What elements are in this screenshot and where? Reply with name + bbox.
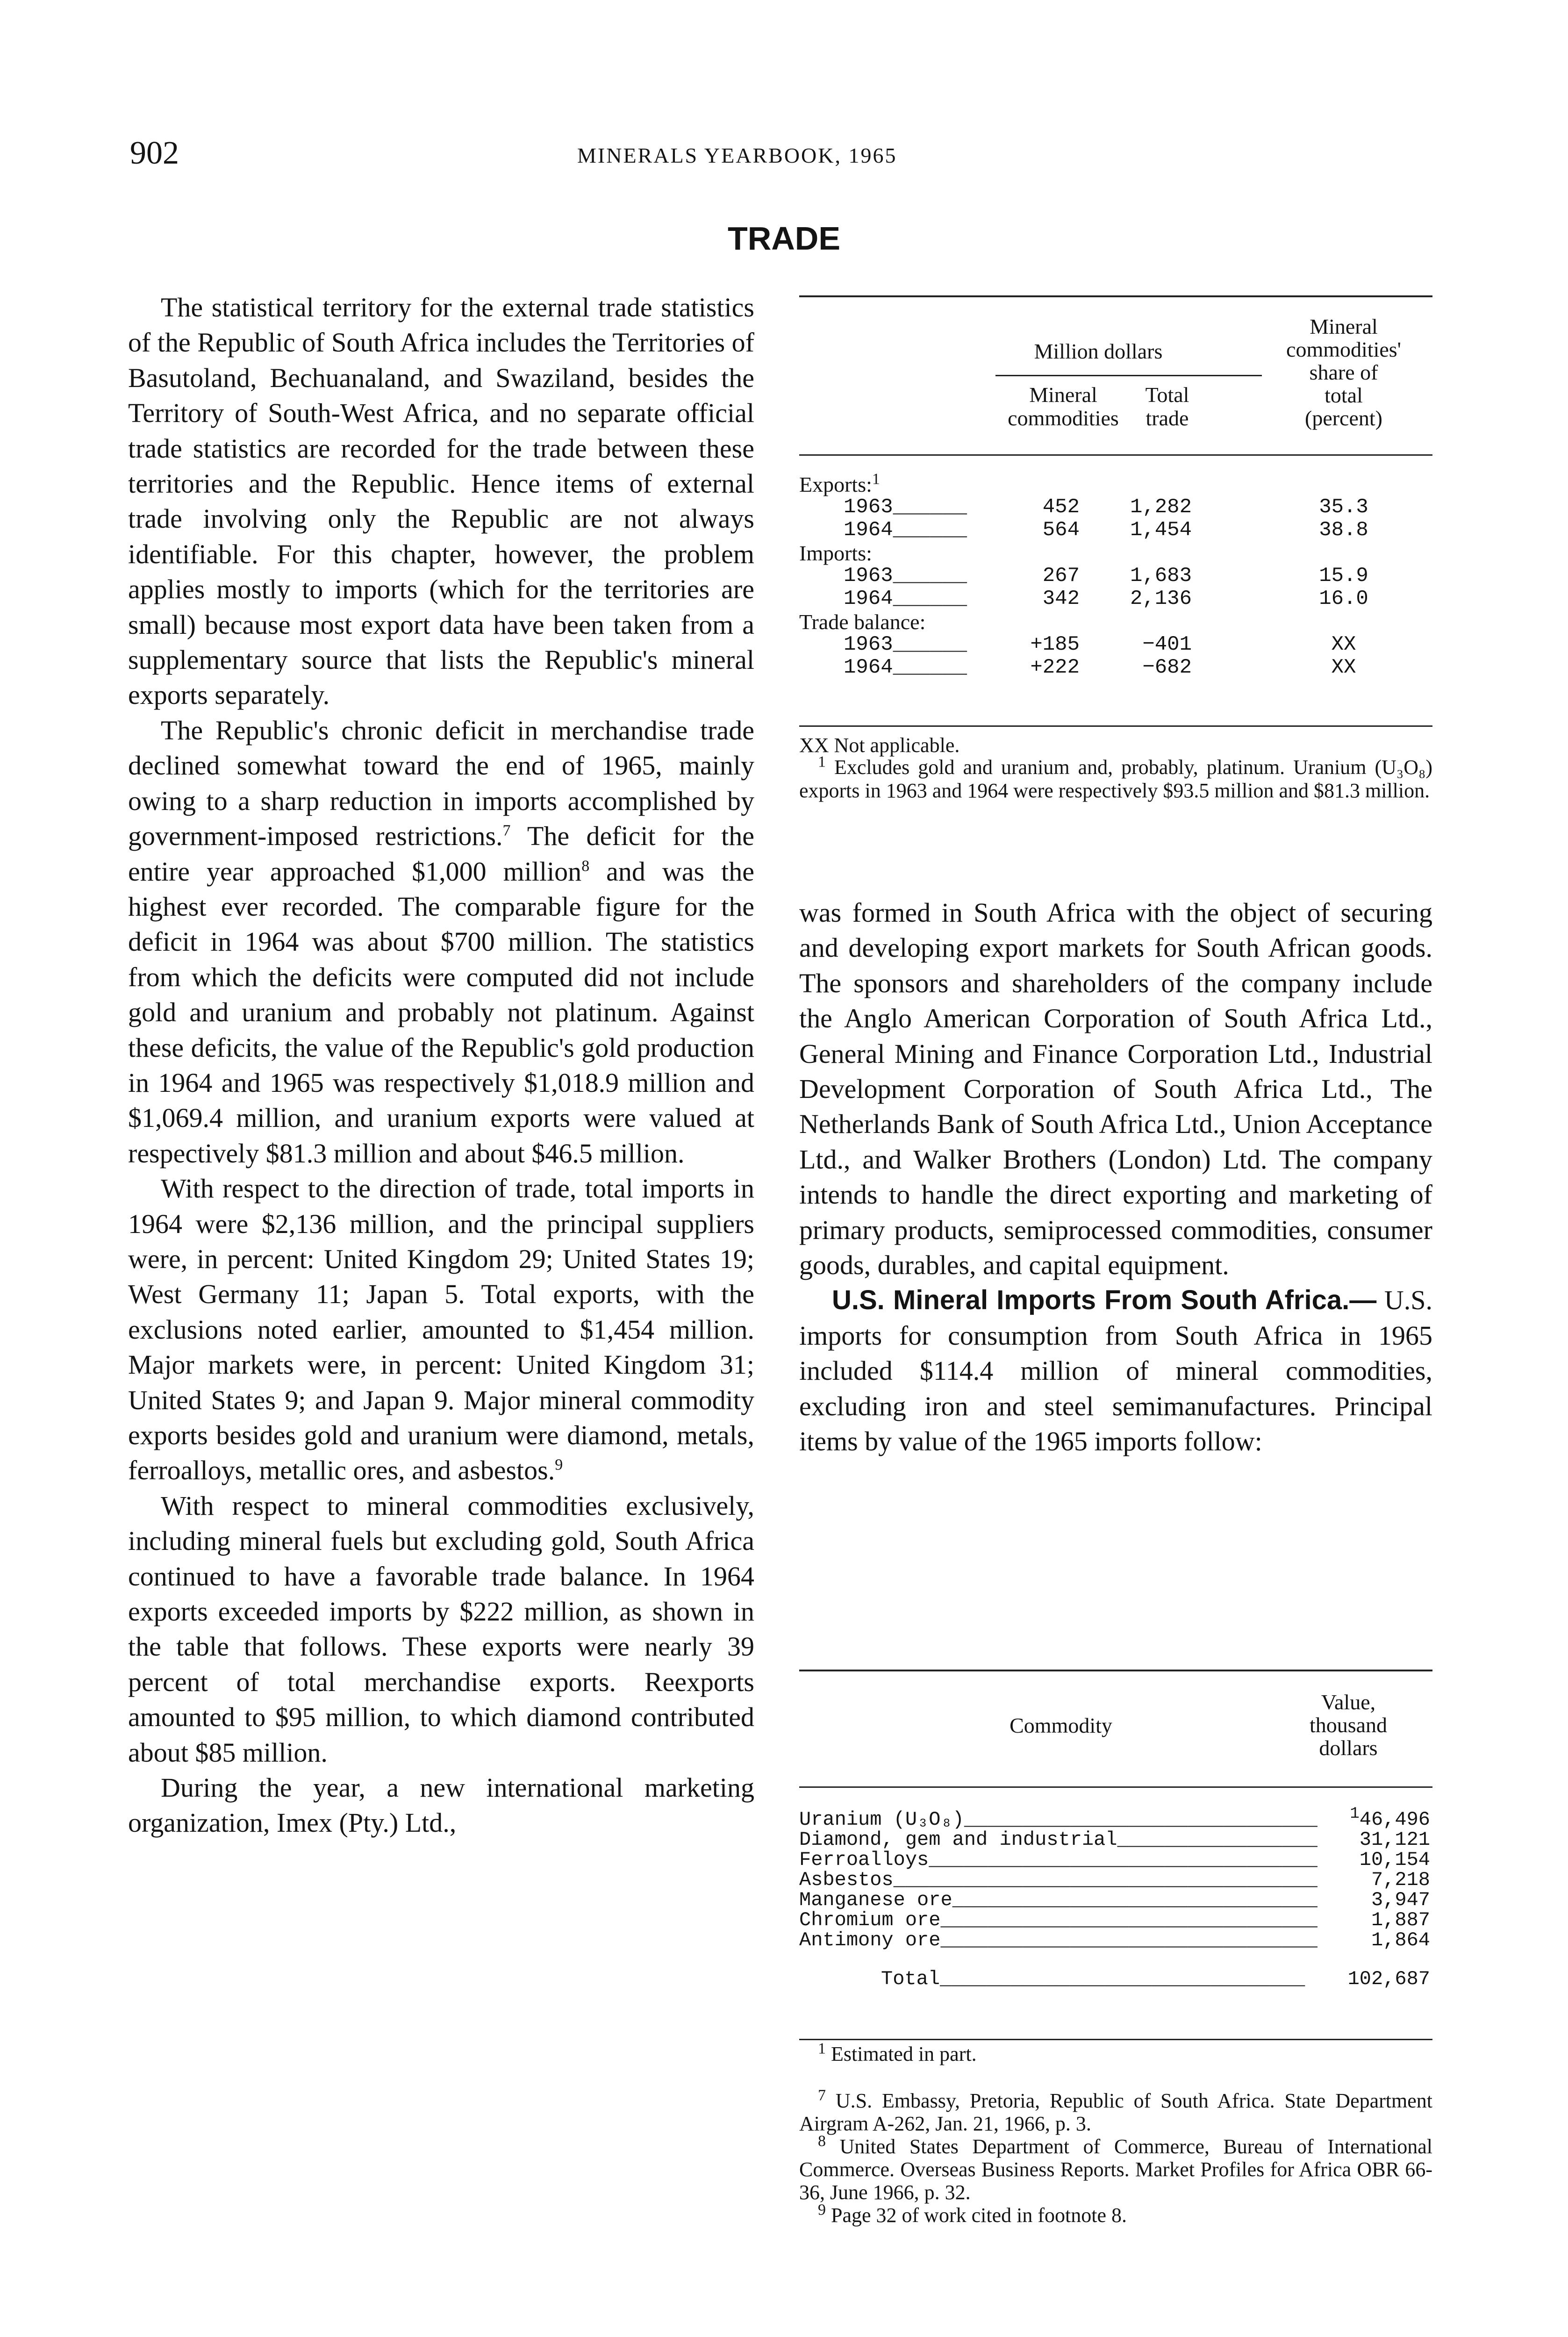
- table-row: [799, 1890, 1432, 1910]
- footnote-text: United States Department of Commerce, Bureau of International Commerce. Overseas Business Reports. Market Profiles for Africa OBR 66-36, June 1966, p. 32.: [799, 2135, 1432, 2204]
- column-header: [1126, 383, 1208, 430]
- cell-total: 1,282: [1130, 495, 1192, 519]
- column-header: Commodity: [1010, 1713, 1112, 1737]
- value-text: 31,121: [1359, 1828, 1430, 1851]
- cell-commodity: Diamond, gem and industrial_________________: [799, 1828, 1317, 1851]
- cell-total: 2,136: [1130, 587, 1192, 610]
- table-row: [799, 1850, 1432, 1870]
- imports-table: [799, 1670, 1432, 2039]
- cell-share: 15.9: [1319, 564, 1368, 588]
- footnotes: [799, 2086, 1432, 2227]
- cell-total: −401: [1142, 633, 1192, 656]
- footnote-mark: 1: [818, 753, 826, 771]
- running-title: MINERALS YEARBOOK, 1965: [577, 143, 897, 167]
- header-line: total: [1325, 383, 1363, 407]
- cell-share: XX: [1331, 633, 1356, 656]
- table-note: XX Not applicable.: [799, 734, 960, 757]
- header-line: Value,: [1321, 1690, 1376, 1714]
- cell-mineral: +222: [1030, 656, 1080, 679]
- table-row: [799, 496, 1432, 519]
- footnote-text: U.S. Embassy, Pretoria, Republic of South Africa. State Department Airgram A-262, Jan. 21, 1966, p. 3.: [799, 2089, 1432, 2135]
- left-column: [128, 290, 754, 1841]
- column-header: [993, 383, 1133, 430]
- header-line: Mineral: [1029, 383, 1097, 407]
- cell-total: −682: [1142, 656, 1192, 679]
- footnote-ref: 7: [502, 822, 511, 839]
- table-row-total: [799, 1969, 1432, 1989]
- paragraph: [128, 1171, 754, 1488]
- footnote-ref: 8: [581, 857, 590, 875]
- cell-value: [1285, 1805, 1430, 1831]
- group-label: [799, 542, 1432, 565]
- table-note: [799, 2040, 1432, 2066]
- cell-commodity: Chromium ore________________________________: [799, 1909, 1317, 1931]
- footnote: [799, 2201, 1432, 2227]
- paragraph-text: and was the highest ever recorded. The comparable figure for the deficit in 1964 was about $700 million. The statistics from which the deficits were computed did not include gold and uranium and probably not platinum. Against these deficits, the value of the Republic's gold production in 1964 and 1965 was respectively $1,018.9 million and $1,069.4 million, and uranium exports were valued at respectively $81.3 million and about $46.5 million.: [128, 856, 754, 1168]
- header-line: commodities': [1286, 337, 1401, 361]
- paragraph-text: U.S. imports for consumption from South Africa in 1965 included $114.4 million of mineral commodities, excluding iron and steel semimanufactures. Principal items by value of the 1965 imports follow:: [799, 1285, 1433, 1457]
- table-row: [799, 1830, 1432, 1850]
- cell-value: [1285, 1930, 1430, 1950]
- cell-share: XX: [1331, 656, 1356, 679]
- note-text: Estimated in part.: [831, 2043, 977, 2065]
- group-label-text: Exports:: [799, 473, 872, 496]
- header-line: (percent): [1305, 406, 1382, 430]
- footnote: [799, 2132, 1432, 2204]
- value-text: 3,947: [1371, 1889, 1430, 1911]
- footnote-text: Page 32 of work cited in footnote 8.: [826, 2204, 1127, 2227]
- value-text: 10,154: [1359, 1849, 1430, 1871]
- paragraph-text: The Republic's chronic deficit in merchandise trade declined somewhat toward the end of 1965, mainly owing to a sharp reduction in imports accomplished by government-imposed restrictions.: [128, 715, 754, 852]
- cell-mineral: +185: [1030, 633, 1080, 656]
- footnote: [799, 2086, 1432, 2135]
- table-row: [799, 1930, 1432, 1950]
- table-body: [799, 470, 1432, 679]
- cell-value: [1285, 1830, 1430, 1850]
- value-text: 7,218: [1371, 1869, 1430, 1891]
- header-line: thousand: [1309, 1713, 1388, 1737]
- row-year: 1963______: [844, 495, 967, 519]
- value-text: 46,496: [1359, 1808, 1430, 1831]
- header-line: Mineral: [1310, 315, 1378, 338]
- cell-total: 1,683: [1130, 564, 1192, 588]
- footnote-ref: 9: [555, 1456, 563, 1474]
- group-label-text: Trade balance:: [799, 610, 926, 634]
- total-label: Total_______________________________: [881, 1968, 1305, 1990]
- column-header: Million dollars: [1034, 339, 1163, 363]
- cell-commodity: Manganese ore_______________________________: [799, 1889, 1317, 1911]
- table-row: [799, 656, 1432, 679]
- footnote-mark: 7: [818, 2086, 826, 2104]
- footnote-ref: 1: [872, 470, 880, 488]
- footnote-ref: 1: [1350, 1805, 1360, 1823]
- value-text: 1,887: [1371, 1909, 1430, 1931]
- page-number: 902: [130, 135, 179, 171]
- cell-share: 38.8: [1319, 518, 1368, 542]
- row-year: 1964______: [844, 656, 967, 679]
- header-line: Total: [1145, 383, 1189, 407]
- cell-value: [1285, 1850, 1430, 1870]
- paragraph: was formed in South Africa with the object of securing and developing export markets for South African goods. The sponsors and shareholders of the company include the Anglo American Corporation of South Africa Ltd., General Mining and Finance Corporation Ltd., Industrial Development Corporation of South Africa Ltd., The Netherlands Bank of South Africa Ltd., Union Acceptance Ltd., and Walker Brothers (London) Ltd. The company intends to handle the direct exporting and marketing of primary products, semiprocessed commodities, consumer goods, durables, and capital equipment.: [799, 897, 1432, 1281]
- value-text: 1,864: [1371, 1929, 1430, 1951]
- header-line: share of: [1309, 360, 1378, 384]
- group-label: [799, 610, 1432, 633]
- cell-commodity: Ferroalloys_________________________________: [799, 1849, 1317, 1871]
- table-rule: [799, 2039, 1432, 2040]
- cell-mineral: 342: [1042, 587, 1080, 610]
- table-row: [799, 565, 1432, 588]
- table-row: [799, 519, 1432, 542]
- paragraph-heading: U.S. Mineral Imports From South Africa.—: [832, 1285, 1377, 1316]
- section-title: TRADE: [727, 220, 841, 257]
- table-note: [799, 753, 1433, 803]
- paragraph: The statistical territory for the external trade statistics of the Republic of South Africa includes the Territories of Basutoland, Bechuanaland, and Swaziland, besides the Territory of South-West Africa, and no separate official trade statistics are recorded for the trade between these territories and the Republic. Hence items of external trade involving only the Republic are not always identifiable. For this chapter, however, the problem applies mostly to imports (which for the territories are small) because most export data have been taken from a supplementary source that lists the Republic's mineral exports separately.: [128, 292, 754, 710]
- row-year: 1964______: [844, 587, 967, 610]
- column-header: [1257, 315, 1430, 430]
- trade-table: [799, 295, 1432, 728]
- table-row: [799, 588, 1432, 610]
- group-label: [799, 470, 1432, 496]
- row-year: 1963______: [844, 564, 967, 588]
- header-line: commodities: [1008, 406, 1119, 430]
- table-row: [799, 1805, 1432, 1831]
- footnote-mark: 9: [818, 2201, 826, 2219]
- group-label-text: Imports:: [799, 541, 872, 565]
- right-column: [799, 895, 1432, 1459]
- cell-commodity: Uranium (U₃O₈)______________________________: [799, 1808, 1317, 1831]
- row-year: 1964______: [844, 518, 967, 542]
- cell-mineral: 267: [1042, 564, 1080, 588]
- paragraph: [799, 1283, 1432, 1459]
- table-row: [799, 633, 1432, 656]
- total-value: 102,687: [1347, 1968, 1430, 1990]
- cell-total: 1,454: [1130, 518, 1192, 542]
- cell-share: 35.3: [1319, 495, 1368, 519]
- cell-commodity: Antimony ore________________________________: [799, 1929, 1317, 1951]
- table-body: [799, 1805, 1432, 1990]
- column-header: [1267, 1691, 1430, 1759]
- table-row: [799, 1910, 1432, 1930]
- cell-value: [1285, 1890, 1430, 1910]
- cell-value: [1285, 1910, 1430, 1930]
- paragraph-text: The deficit for the entire year approached $1,000 million: [128, 821, 754, 887]
- table-row: [799, 1870, 1432, 1890]
- cell-value: [1285, 1870, 1430, 1890]
- paragraph: During the year, a new international marketing organization, Imex (Pty.) Ltd.,: [128, 1772, 754, 1838]
- cell-mineral: 452: [1042, 495, 1080, 519]
- cell-share: 16.0: [1319, 587, 1368, 610]
- cell-commodity: Asbestos____________________________________: [799, 1869, 1317, 1891]
- header-line: trade: [1146, 406, 1189, 430]
- cell-mineral: 564: [1042, 518, 1080, 542]
- paragraph: [128, 713, 754, 1171]
- header-line: dollars: [1319, 1736, 1378, 1760]
- footnote-mark: 1: [818, 2040, 826, 2057]
- paragraph-text: With respect to the direction of trade, total imports in 1964 were $2,136 million, and the principal suppliers were, in percent: United Kingdom 29; United States 19; West Germany 11; Japan 5. Total exports, with the exclusions noted earlier, amounted to $1,454 million. Major markets were, in percent: United Kingdom 31; United States 9; and Japan 9. Major mineral commodity exports besides gold and uranium were diamond, metals, ferroalloys, metallic ores, and asbestos.: [128, 1173, 754, 1486]
- row-year: 1963______: [844, 633, 967, 656]
- footnote-mark: 8: [818, 2132, 826, 2150]
- paragraph: With respect to mineral commodities exclusively, including mineral fuels but excluding gold, South Africa continued to have a favorable trade balance. In 1964 exports exceeded imports by $222 million, as shown in the table that follows. These exports were nearly 39 percent of total merchandise exports. Reexports amounted to $95 million, to which diamond contributed about $85 million.: [128, 1490, 754, 1768]
- note-text: Excludes gold and uranium and, probably, platinum. Uranium (U₃O₈) exports in 1963 and 1964 were respectively $93.5 million and $81.3 million.: [799, 756, 1433, 802]
